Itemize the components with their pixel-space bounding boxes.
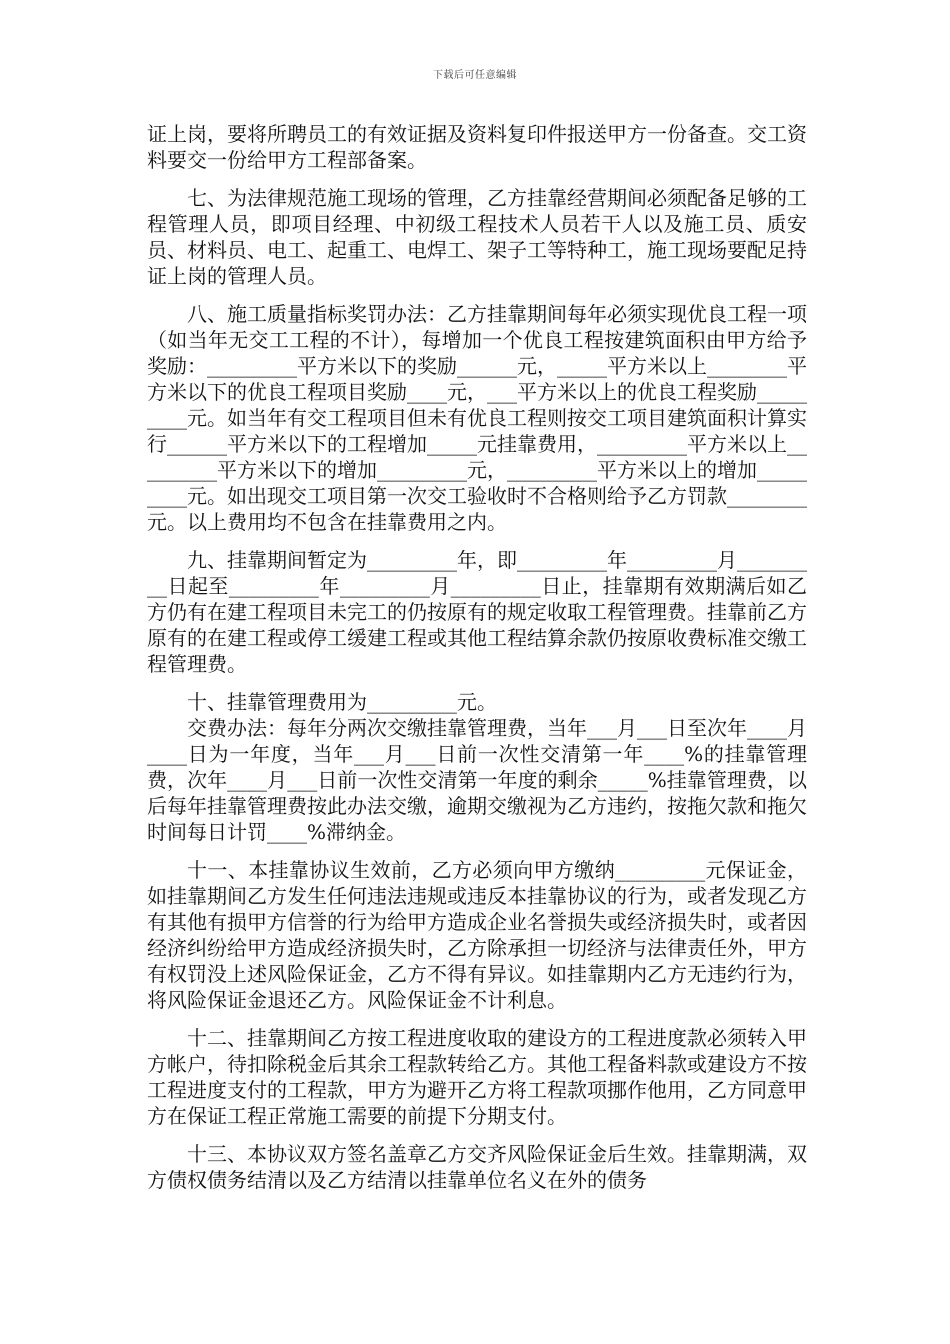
paragraph-clause-13: 十三、本协议双方签名盖章乙方交齐风险保证金后生效。挂靠期满，双方债权债务结清以及乙方结清以挂靠单位名义在外的债务 [147,1142,807,1192]
page-header: 下载后可任意编辑 [433,70,517,81]
paragraph-continuation: 证上岗，要将所聘员工的有效证据及资料复印件报送甲方一份备查。交工资料要交一份给甲方工程部备案。 [147,122,807,172]
paragraph-clause-10: 十、挂靠管理费用为_________元。 [187,690,497,714]
paragraph-clause-9: 九、挂靠期间暂定为_________年，即_________年_________月_________日起至_________年_________月_________日止，挂靠期有效期满后如乙方仍有在建工程项目未完工的仍按原有的规定收取工程管理费。挂靠前乙方原有的在建工程或停工缓建工程或其他工程结算余款仍按原收费标准交缴工程管理费。 [147,548,807,676]
paragraph-clause-8: 八、施工质量指标奖罚办法：乙方挂靠期间每年必须实现优良工程一项（如当年无交工工程的不计），每增加一个优良工程按建筑面积由甲方给予奖励：_________平方米以下的奖励______元，_____平方米以上________平方米以下的优良工程项目奖励____元，___平方米以上的优良工程奖励_________元。如当年有交工程项目但未有优良工程则按交工项目建筑面积计算实行______平方米以下的工程增加_____元挂靠费用，_________平方米以上_________平方米以下的增加_________元，_________平方米以上的增加_________元。如出现交工项目第一次交工验收时不合格则给予乙方罚款________元。以上费用均不包含在挂靠费用之内。 [147,302,807,534]
paragraph-clause-12: 十二、挂靠期间乙方按工程进度收取的建设方的工程进度款必须转入甲方帐户，待扣除税金后其余工程款转给乙方。其他工程备料款或建设方不按工程进度支付的工程款，甲方为避开乙方将工程款项挪作他用，乙方同意甲方在保证工程正常施工需要的前提下分期支付。 [147,1026,807,1128]
document-body [147,121,807,1205]
paragraph-payment-method: 交费办法：每年分两次交缴挂靠管理费，当年___月___日至次年____月____日为一年度，当年___月___日前一次性交清第一年____%的挂靠管理费，次年____月___日前一次性交清第一年度的剩余_____%挂靠管理费，以后每年挂靠管理费按此办法交缴，逾期交缴视为乙方违约，按拖欠款和拖欠时间每日计罚____%滞纳金。 [147,716,807,844]
paragraph-clause-11: 十一、本挂靠协议生效前，乙方必须向甲方缴纳_________元保证金，如挂靠期间乙方发生任何违法违规或违反本挂靠协议的行为，或者发现乙方有其他有损甲方信誉的行为给甲方造成企业名誉损失或经济损失时，或者因经济纠纷给甲方造成经济损失时，乙方除承担一切经济与法律责任外，甲方有权罚没上述风险保证金，乙方不得有异议。如挂靠期内乙方无违约行为，将风险保证金退还乙方。风险保证金不计利息。 [147,858,807,1012]
paragraph-clause-7: 七、为法律规范施工现场的管理，乙方挂靠经营期间必须配备足够的工程管理人员，即项目经理、中初级工程技术人员若干人以及施工员、质安员、材料员、电工、起重工、电焊工、架子工等特种工，施工现场要配足持证上岗的管理人员。 [147,186,807,288]
